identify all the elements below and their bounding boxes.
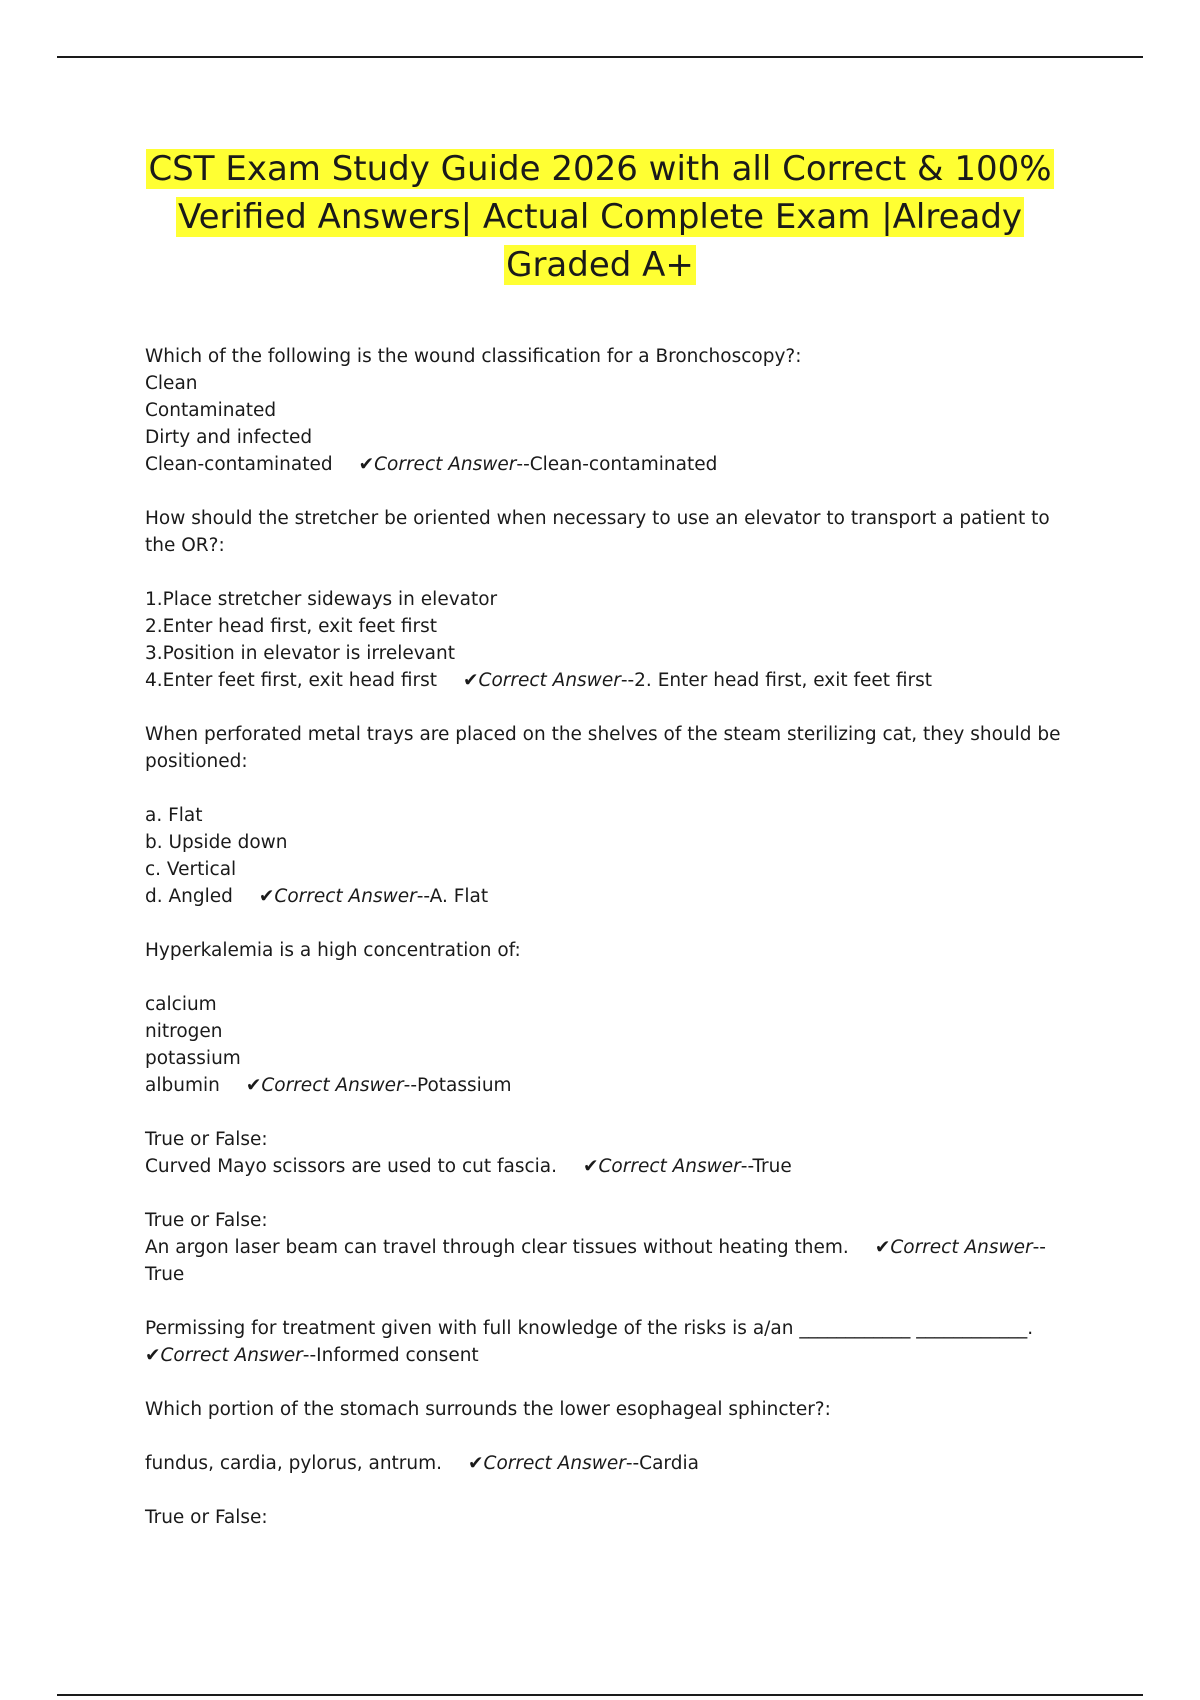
answer-option: Clean-contaminated [145,454,333,475]
answer-row [145,1450,1045,1477]
answer-option: 1.Place stretcher sideways in elevator [145,589,498,610]
correct-answer [359,454,718,475]
question-prompt: the OR?: [145,535,225,556]
correct-answer-value: --Potassium [403,1075,512,1096]
correct-answer-label: Correct Answer [374,454,517,475]
answer-option: d. Angled [145,886,233,907]
correct-answer [875,1237,1046,1258]
question-8 [145,1396,1045,1477]
answer-row [145,667,1045,694]
question-list [145,343,1061,1531]
question-9 [145,1504,1045,1531]
answer-row [145,451,1045,478]
correct-answer-label: Correct Answer [483,1453,626,1474]
question-statement: Curved Mayo scissors are used to cut fascia. [145,1156,557,1177]
bottom-rule [57,1694,1143,1696]
correct-answer-value: --True [740,1156,792,1177]
checkmark-icon: ✔ [463,670,479,691]
checkmark-icon: ✔ [468,1453,484,1474]
correct-answer-label: Correct Answer [160,1345,303,1366]
title-line-1: CST Exam Study Guide 2026 with all Correct & 100% [148,149,1052,189]
correct-answer-label: Correct Answer [261,1075,404,1096]
checkmark-icon: ✔ [358,454,375,475]
checkmark-icon: ✔ [145,1345,161,1366]
question-prompt: True or False: [145,1507,268,1528]
question-prompt: positioned: [145,751,248,772]
correct-answer-label: Correct Answer [598,1156,741,1177]
question-2 [145,505,1050,694]
answer-option: 3.Position in elevator is irrelevant [145,643,456,664]
checkmark-icon: ✔ [258,886,275,907]
answer-option: nitrogen [145,1021,223,1042]
question-6 [145,1207,1045,1288]
answer-row [145,1234,1045,1261]
answer-option: 4.Enter feet first, exit head first [145,670,438,691]
correct-answer-value: -- [1032,1237,1046,1258]
correct-answer-value: --2. Enter head first, exit feet first [620,670,933,691]
answer-option: b. Upside down [145,832,288,853]
correct-answer-value-continued: True [145,1264,185,1285]
correct-answer [583,1156,792,1177]
correct-answer-label: Correct Answer [890,1237,1033,1258]
correct-answer-value: --Clean-contaminated [516,454,718,475]
question-statement: fundus, cardia, pylorus, antrum. [145,1453,443,1474]
question-3 [145,721,1061,910]
title-line-3: Graded A+ [506,245,694,285]
correct-answer [246,1075,512,1096]
question-prompt: Which portion of the stomach surrounds the lower esophageal sphincter?: [145,1399,831,1420]
question-5 [145,1126,1045,1180]
correct-answer-value: --A. Flat [416,886,489,907]
question-statement: Permissing for treatment given with full knowledge of the risks is a/an ____________ ____________. [145,1318,1034,1339]
question-7 [145,1315,1045,1369]
answer-row [145,1072,1045,1099]
answer-option: potassium [145,1048,241,1069]
correct-answer [145,1342,1045,1369]
answer-option: Clean [145,373,198,394]
question-4 [145,937,1045,1099]
title-line-2: Verified Answers| Actual Complete Exam |Already [177,197,1023,237]
question-prompt: True or False: [145,1129,268,1150]
correct-answer-label: Correct Answer [274,886,417,907]
answer-option: 2.Enter head first, exit feet first [145,616,438,637]
correct-answer [468,1453,699,1474]
correct-answer [463,670,932,691]
question-prompt: Hyperkalemia is a high concentration of: [145,940,521,961]
question-prompt: How should the stretcher be oriented when necessary to use an elevator to transport a patient to [145,508,1050,529]
answer-option: calcium [145,994,217,1015]
answer-row [145,1153,1045,1180]
answer-option: Dirty and infected [145,427,313,448]
answer-option: Contaminated [145,400,277,421]
checkmark-icon: ✔ [583,1156,599,1177]
top-rule [57,56,1143,58]
checkmark-icon: ✔ [245,1075,262,1096]
answer-option: a. Flat [145,805,203,826]
correct-answer-value: --Cardia [625,1453,699,1474]
question-statement: An argon laser beam can travel through clear tissues without heating them. [145,1237,849,1258]
question-1 [145,343,1045,478]
correct-answer-value: --Informed consent [302,1345,479,1366]
answer-option: c. Vertical [145,859,237,880]
answer-row [145,883,1045,910]
question-prompt: Which of the following is the wound classification for a Bronchoscopy?: [145,346,802,367]
correct-answer-label: Correct Answer [478,670,621,691]
document-title [100,145,1100,289]
question-prompt: True or False: [145,1210,268,1231]
checkmark-icon: ✔ [874,1237,891,1258]
answer-option: albumin [145,1075,220,1096]
correct-answer [259,886,488,907]
question-prompt: When perforated metal trays are placed on the shelves of the steam sterilizing cat, they should be [145,724,1061,745]
